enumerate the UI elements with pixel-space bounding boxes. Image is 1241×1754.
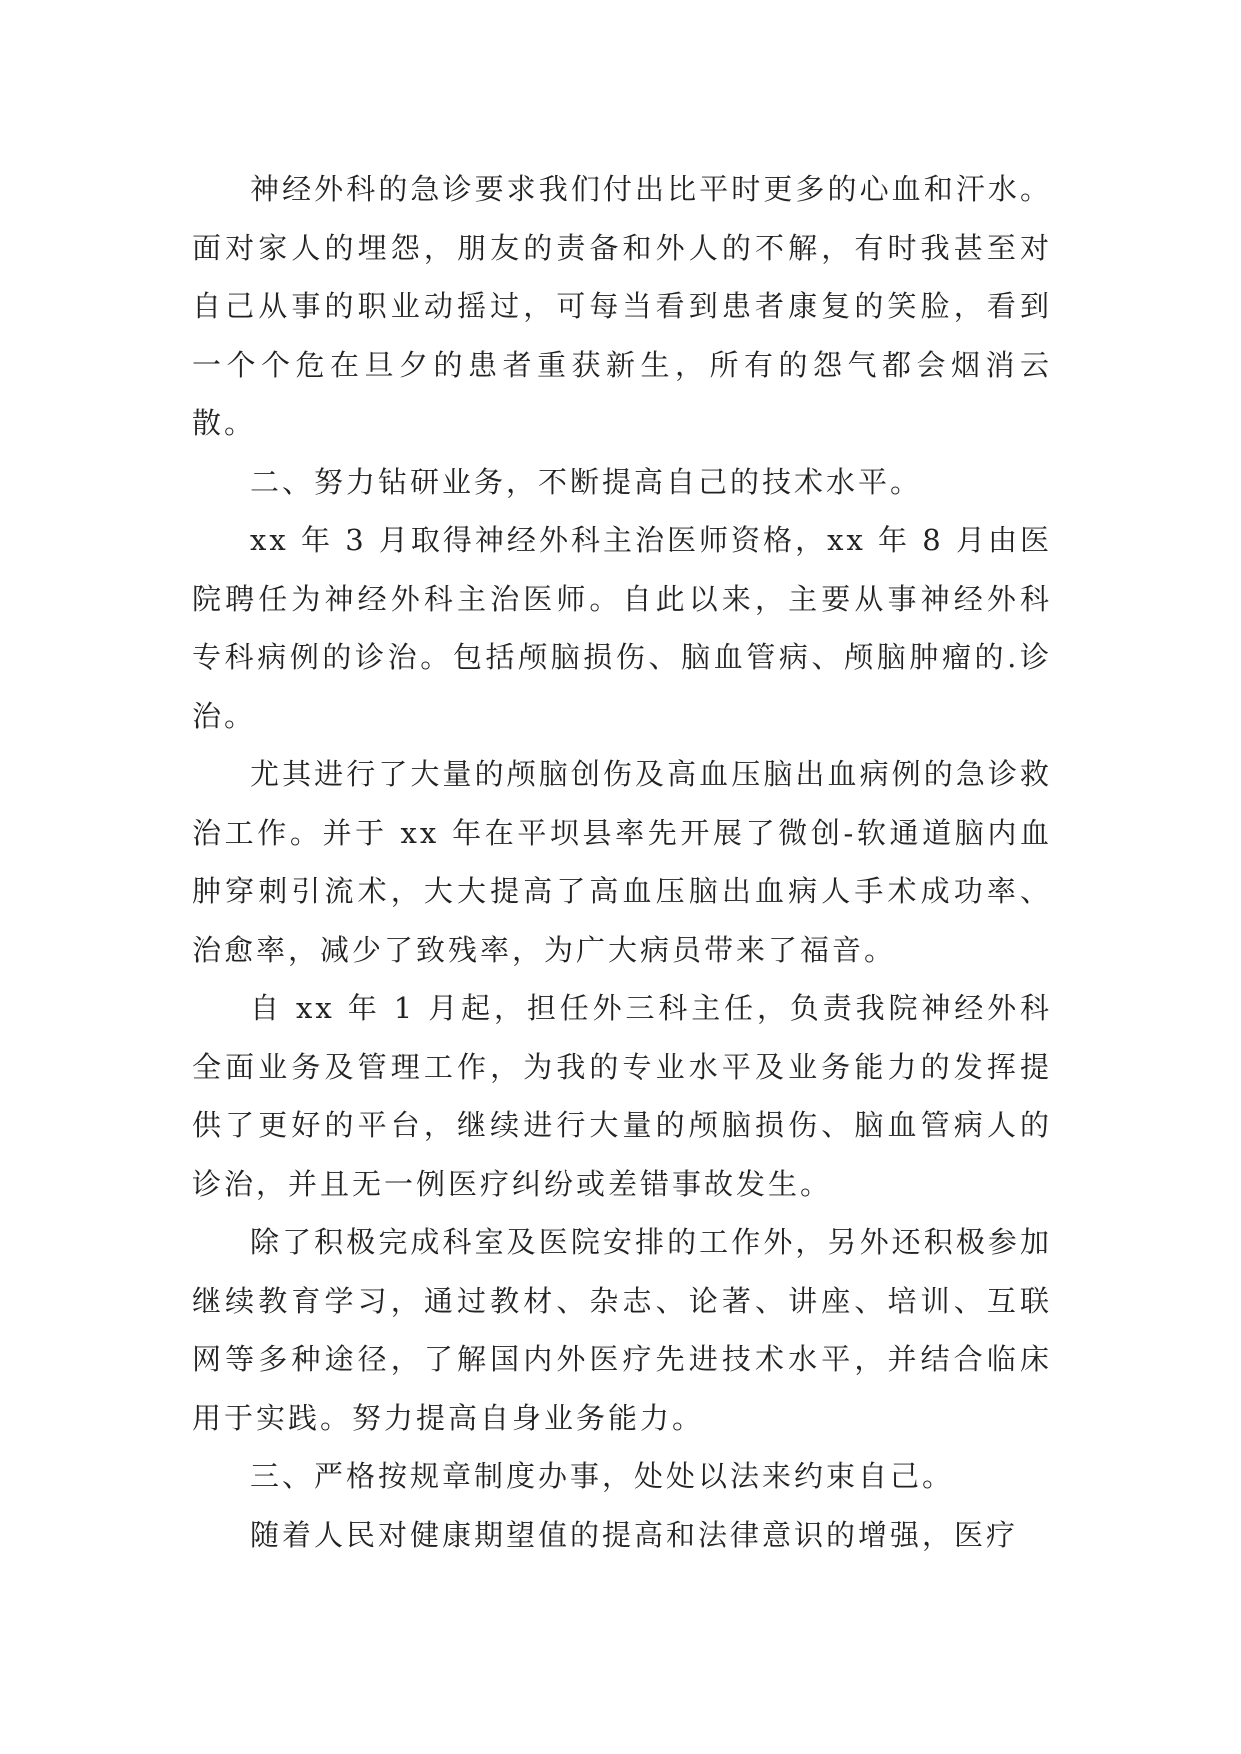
section-heading-3: 三、严格按规章制度办事，处处以法来约束自己。 — [250, 1459, 955, 1493]
paragraph-neurosurgery-emergency: 神经外科的急诊要求我们付出比平时更多的心血和汗水。面对家人的埋怨，朋友的责备和外人的不解，有时我甚至对自己从事的职业动摇过，可每当看到患者康复的笑脸，看到一个个危在旦夕的患者重获新生，所有的怨气都会烟消云散。 — [192, 172, 1052, 440]
paragraph-legal-awareness: 随着人民对健康期望值的提高和法律意识的增强，医疗 — [250, 1517, 1019, 1552]
document-body — [192, 160, 1052, 1564]
paragraph-qualification: xx 年 3 月取得神经外科主治医师资格，xx 年 8 月由医院聘任为神经外科主治医师。自此以来，主要从事神经外科专科病例的诊治。包括颅脑损伤、脑血管病、颅脑肿瘤的.诊治。 — [192, 523, 1052, 733]
paragraph-emergency-treatment: 尤其进行了大量的颅脑创伤及高血压脑出血病例的急诊救治工作。并于 xx 年在平坝县率先开展了微创-软通道脑内血肿穿刺引流术，大大提高了高血压脑出血病人手术成功率、治愈率，减少了致残率，为广大病员带来了福音。 — [192, 757, 1052, 967]
section-heading-2: 二、努力钻研业务，不断提高自己的技术水平。 — [250, 464, 923, 499]
paragraph-continuing-education: 除了积极完成科室及医院安排的工作外，另外还积极参加继续教育学习，通过教材、杂志、论著、讲座、培训、互联网等多种途径，了解国内外医疗先进技术水平，并结合临床用于实践。努力提高自身业务能力。 — [192, 1225, 1052, 1435]
paragraph-department-director: 自 xx 年 1 月起，担任外三科主任，负责我院神经外科全面业务及管理工作，为我的专业水平及业务能力的发挥提供了更好的平台，继续进行大量的颅脑损伤、脑血管病人的诊治，并且无一例医疗纠纷或差错事故发生。 — [192, 991, 1052, 1201]
